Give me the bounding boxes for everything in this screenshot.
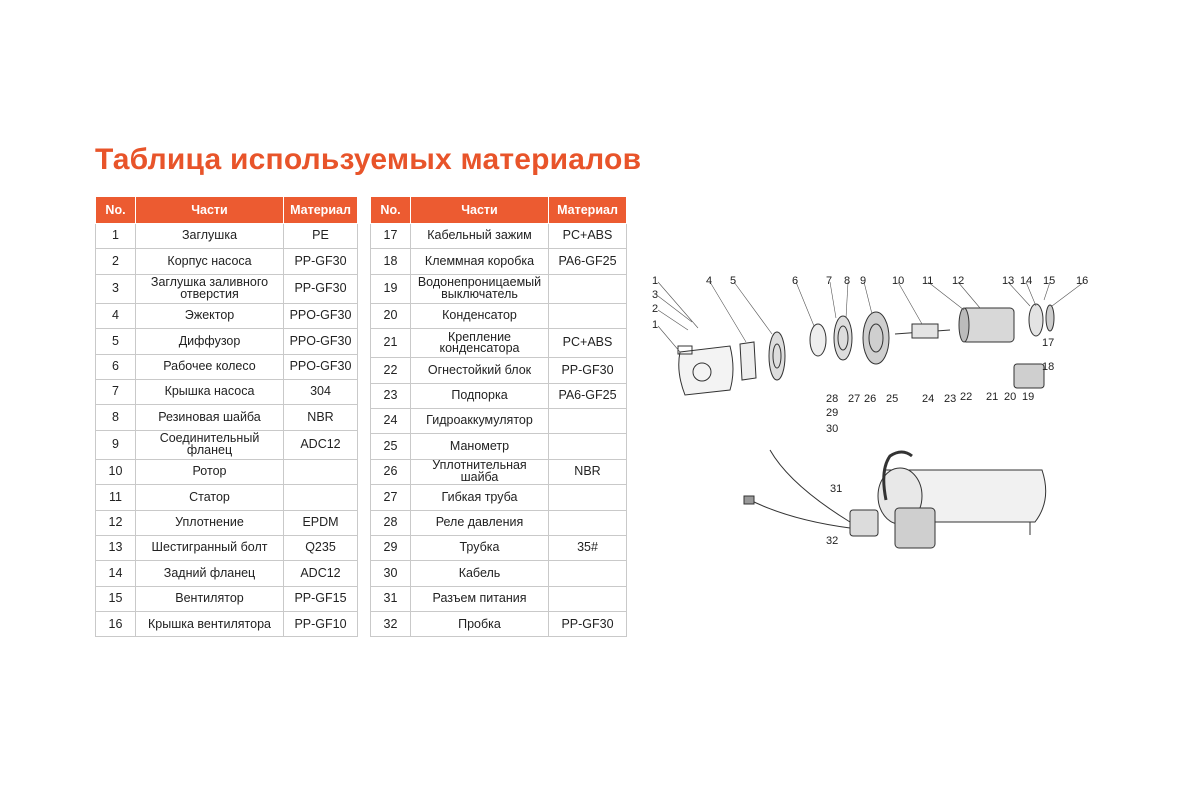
cell-part: Диффузор [136,329,284,354]
diagram-label-5: 5 [730,275,737,287]
diagram-label-9: 9 [860,275,867,287]
table-row [96,485,358,510]
cell-no: 6 [96,354,136,379]
cell-part: Кабельный зажим [411,224,549,249]
diagram-label-22: 22 [960,391,973,403]
cell-no: 17 [371,224,411,249]
cell-no: 28 [371,510,411,535]
cell-part: Крепление конденсатора [411,329,549,358]
cell-no: 5 [96,329,136,354]
diagram-label-16: 16 [1076,275,1089,287]
materials-table-right [370,196,627,637]
cell-material: ADC12 [284,561,358,586]
diagram-label-32: 32 [826,535,839,547]
header-material: Материал [549,197,627,224]
diagram-label-12: 12 [952,275,965,287]
diagram-label-1: 1 [652,275,659,287]
diagram-label-2: 2 [652,303,659,315]
exploded-view-diagram [640,260,1089,580]
cell-part: Уплотнительная шайба [411,459,549,484]
cell-material: PC+ABS [549,329,627,358]
cell-material: PP-GF10 [284,612,358,637]
cell-part: Заглушка заливного отверстия [136,274,284,303]
header-no: No. [371,197,411,224]
table-row [96,430,358,459]
diagram-label-26: 26 [864,393,877,405]
cell-material [549,303,627,328]
cell-no: 1 [96,224,136,249]
cell-material [549,274,627,303]
cell-material: PP-GF15 [284,586,358,611]
diagram-label-3: 3 [652,289,659,301]
table-row [371,510,627,535]
cell-material: PA6-GF25 [549,383,627,408]
cell-part: Подпорка [411,383,549,408]
cell-material: ADC12 [284,430,358,459]
table-row [371,383,627,408]
cell-no: 16 [96,612,136,637]
cell-no: 15 [96,586,136,611]
cell-material: PC+ABS [549,224,627,249]
cell-material: 304 [284,379,358,404]
cell-part: Статор [136,485,284,510]
cell-material: PA6-GF25 [549,249,627,274]
diagram-label-6: 6 [792,275,799,287]
cell-no: 11 [96,485,136,510]
cell-no: 20 [371,303,411,328]
table-row [96,612,358,637]
cell-material: PE [284,224,358,249]
cell-part: Кабель [411,561,549,586]
diagram-label-28: 28 [826,393,839,405]
cell-material [549,561,627,586]
table-row [371,408,627,433]
table-row [371,303,627,328]
cell-material: 35# [549,535,627,560]
cell-part: Трубка [411,535,549,560]
diagram-label-1b: 1 [652,319,659,331]
cell-no: 3 [96,274,136,303]
table-row [371,249,627,274]
cell-material: PP-GF30 [284,249,358,274]
table-row [371,329,627,358]
cell-material [284,485,358,510]
cell-no: 13 [96,535,136,560]
table-body-right [371,224,627,637]
table-row [96,586,358,611]
table-row [96,405,358,430]
table-row [96,249,358,274]
diagram-label-30: 30 [826,423,839,435]
table-row [371,224,627,249]
table-row [371,561,627,586]
cell-no: 19 [371,274,411,303]
cell-no: 32 [371,612,411,637]
cell-material [549,510,627,535]
cell-no: 23 [371,383,411,408]
cell-part: Уплотнение [136,510,284,535]
cell-part: Манометр [411,434,549,459]
table-row [371,485,627,510]
table-row [96,329,358,354]
diagram-label-17: 17 [1042,337,1055,349]
cell-no: 22 [371,358,411,383]
table-row [371,358,627,383]
cell-material: PPO-GF30 [284,329,358,354]
header-no: No. [96,197,136,224]
table-row [96,561,358,586]
table-row [96,379,358,404]
cell-part: Рабочее колесо [136,354,284,379]
cell-material: PPO-GF30 [284,303,358,328]
diagram-label-15: 15 [1043,275,1056,287]
header-part: Части [411,197,549,224]
cell-part: Корпус насоса [136,249,284,274]
diagram-label-18: 18 [1042,361,1055,373]
cell-no: 30 [371,561,411,586]
diagram-label-27: 27 [848,393,861,405]
cell-material: EPDM [284,510,358,535]
header-part: Части [136,197,284,224]
table-row [371,535,627,560]
cell-no: 25 [371,434,411,459]
cell-no: 14 [96,561,136,586]
table-row [96,303,358,328]
cell-material: NBR [549,459,627,484]
materials-table-left [95,196,358,637]
cell-no: 2 [96,249,136,274]
cell-part: Конденсатор [411,303,549,328]
table-row [371,459,627,484]
table-row [96,224,358,249]
cell-part: Задний фланец [136,561,284,586]
cell-no: 10 [96,459,136,484]
table-row [96,535,358,560]
cell-no: 31 [371,586,411,611]
cell-material: PP-GF30 [284,274,358,303]
cell-no: 7 [96,379,136,404]
cell-material: PP-GF30 [549,612,627,637]
table-row [371,434,627,459]
cell-material: Q235 [284,535,358,560]
cell-part: Пробка [411,612,549,637]
diagram-label-10: 10 [892,275,905,287]
table-row [96,459,358,484]
cell-no: 21 [371,329,411,358]
cell-part: Разъем питания [411,586,549,611]
cell-part: Заглушка [136,224,284,249]
cell-part: Эжектор [136,303,284,328]
diagram-label-13: 13 [1002,275,1015,287]
cell-part: Гибкая труба [411,485,549,510]
cell-part: Реле давления [411,510,549,535]
cell-part: Водонепроницаемый выключатель [411,274,549,303]
table-row [371,274,627,303]
table-header-row [96,197,358,224]
diagram-label-19: 19 [1022,391,1035,403]
table-row [371,586,627,611]
cell-no: 4 [96,303,136,328]
cell-part: Ротор [136,459,284,484]
cell-part: Вентилятор [136,586,284,611]
cell-no: 26 [371,459,411,484]
cell-material [284,459,358,484]
cell-no: 9 [96,430,136,459]
page-title: Таблица используемых материалов [95,143,642,176]
cell-material [549,586,627,611]
table-row [371,612,627,637]
cell-part: Огнестойкий блок [411,358,549,383]
diagram-label-29: 29 [826,407,839,419]
cell-material [549,485,627,510]
cell-no: 18 [371,249,411,274]
cell-material: PPO-GF30 [284,354,358,379]
cell-part: Гидроаккумулятор [411,408,549,433]
diagram-label-4: 4 [706,275,713,287]
cell-part: Резиновая шайба [136,405,284,430]
cell-part: Клеммная коробка [411,249,549,274]
cell-no: 27 [371,485,411,510]
cell-no: 12 [96,510,136,535]
table-row [96,354,358,379]
table-row [96,274,358,303]
diagram-label-24: 24 [922,393,935,405]
cell-part: Крышка вентилятора [136,612,284,637]
diagram-label-7: 7 [826,275,833,287]
cell-part: Крышка насоса [136,379,284,404]
header-material: Материал [284,197,358,224]
cell-no: 29 [371,535,411,560]
diagram-label-14: 14 [1020,275,1033,287]
cell-part: Шестигранный болт [136,535,284,560]
cell-no: 24 [371,408,411,433]
diagram-label-23: 23 [944,393,957,405]
diagram-label-21: 21 [986,391,999,403]
diagram-label-11: 11 [922,275,934,287]
cell-no: 8 [96,405,136,430]
table-row [96,510,358,535]
cell-material [549,434,627,459]
cell-material: PP-GF30 [549,358,627,383]
diagram-label-25: 25 [886,393,899,405]
diagram-label-8: 8 [844,275,851,287]
cell-material [549,408,627,433]
diagram-label-31: 31 [830,483,843,495]
table-header-row [371,197,627,224]
diagram-label-20: 20 [1004,391,1017,403]
cell-material: NBR [284,405,358,430]
table-body-left [96,224,358,637]
cell-part: Соединительный фланец [136,430,284,459]
